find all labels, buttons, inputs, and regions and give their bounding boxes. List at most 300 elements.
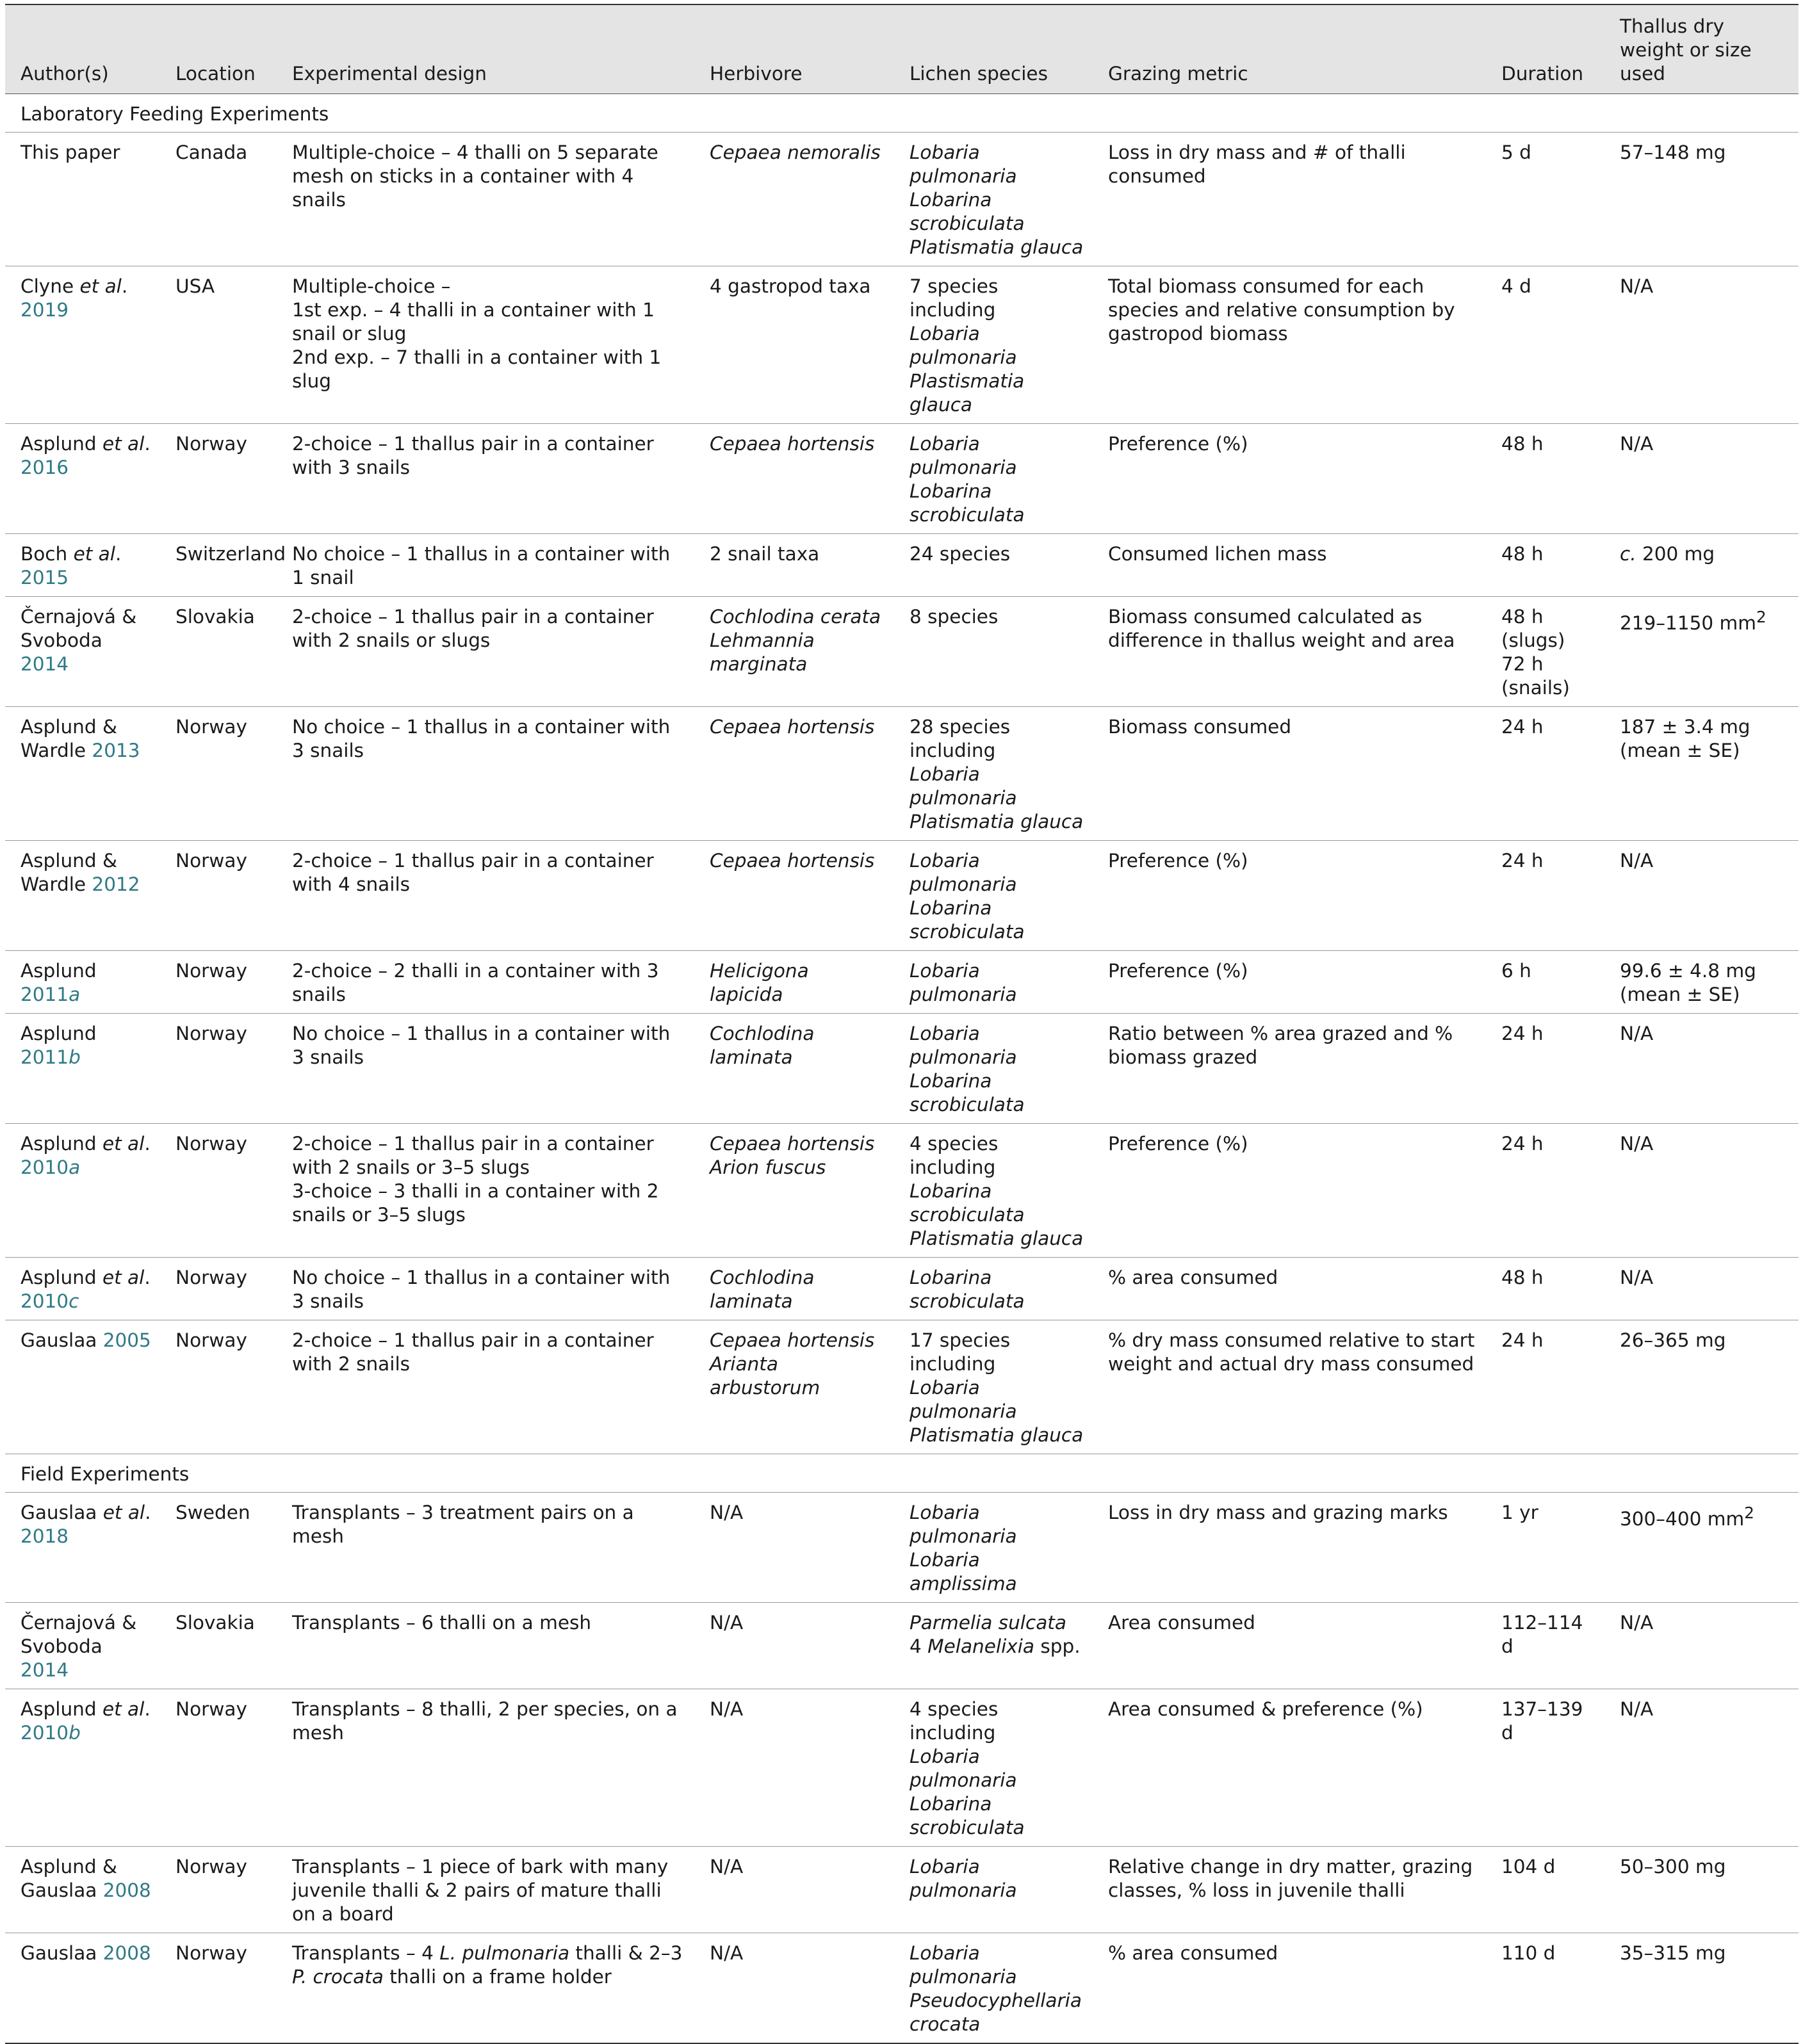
- duration-line: 4 d: [1501, 275, 1531, 297]
- herbivore-text: N/A: [710, 1942, 744, 1964]
- duration-line: 6 h: [1501, 960, 1531, 982]
- cell-size: [1604, 1320, 1799, 1454]
- author-text: et al: [79, 275, 122, 297]
- design-line: [292, 432, 688, 480]
- lichen-text: Lobarina scrobiculata: [910, 480, 1025, 526]
- cell-metric: Area consumed & preference (%): [1108, 1698, 1423, 1720]
- lichen-line: [910, 605, 1086, 629]
- lichen-text: Plastismatia glauca: [910, 370, 1025, 416]
- cell-size: [1604, 534, 1799, 597]
- author-text: Černajová & Svoboda: [20, 1612, 137, 1657]
- cell-herbivore: [694, 1124, 894, 1258]
- duration-line: 24 h: [1501, 1133, 1544, 1155]
- cell-herbivore: [694, 1847, 894, 1933]
- cell-size: [1604, 1603, 1799, 1689]
- reference-link[interactable]: 2011: [20, 984, 69, 1005]
- lichen-line: [910, 1266, 1086, 1313]
- reference-link[interactable]: 2014: [20, 1659, 69, 1681]
- lichen-text: Lobarina scrobiculata: [910, 189, 1025, 234]
- cell-lichen: [894, 841, 1093, 951]
- cell-duration: [1486, 1493, 1604, 1603]
- lichen-text: Platismatia glauca: [910, 1424, 1084, 1446]
- cell-location: Norway: [175, 1023, 247, 1044]
- duration-line: 112–114 d: [1501, 1612, 1583, 1657]
- cell-location: Sweden: [175, 1502, 250, 1523]
- cell-herbivore: [694, 707, 894, 841]
- size-text: 219–1150 mm: [1620, 612, 1756, 634]
- author-text: Asplund: [20, 1267, 102, 1288]
- duration-line: 137–139 d: [1501, 1698, 1583, 1744]
- herbivore-line: [710, 1352, 888, 1400]
- cell-herbivore: [694, 1933, 894, 2044]
- table-row: [5, 1603, 1799, 1689]
- reference-link[interactable]: 2012: [92, 873, 140, 895]
- cell-design: [277, 1689, 694, 1847]
- design-line: [292, 1329, 688, 1376]
- cell-size: [1604, 1014, 1799, 1124]
- design-text: 2-choice – 1 thallus pair in a container with 2 snails or slugs: [292, 606, 654, 651]
- cell-metric: Biomass consumed: [1108, 716, 1292, 738]
- design-line: [292, 605, 688, 653]
- cell-duration: [1486, 424, 1604, 534]
- reference-link[interactable]: 2010: [20, 1156, 69, 1178]
- cell-lichen: [894, 266, 1093, 424]
- cell-location: Norway: [175, 850, 247, 872]
- herbivore-line: [710, 1611, 888, 1635]
- lichen-text: Lobaria pulmonaria: [910, 1856, 1017, 1901]
- author-text: .: [145, 1502, 151, 1523]
- cell-location: Canada: [175, 142, 248, 163]
- design-text: 2-choice – 1 thallus pair in a container with 2 snails: [292, 1329, 654, 1375]
- reference-link[interactable]: 2011: [20, 1046, 69, 1068]
- herbivore-line: [710, 275, 888, 298]
- size-text: N/A: [1620, 275, 1654, 297]
- cell-lichen: [894, 1689, 1093, 1847]
- author-text: .: [144, 1698, 151, 1720]
- cell-lichen: [894, 1124, 1093, 1258]
- author-text: Asplund: [20, 960, 97, 982]
- cell-size: [1604, 1689, 1799, 1847]
- lichen-text: Lobarina scrobiculata: [910, 1267, 1025, 1312]
- cell-author: [5, 1124, 160, 1258]
- design-text: 2-choice – 2 thalli in a container with 3 snails: [292, 960, 659, 1005]
- cell-location: Slovakia: [175, 606, 255, 628]
- cell-author: [5, 266, 160, 424]
- cell-size: [1604, 1847, 1799, 1933]
- reference-link[interactable]: 2019: [20, 299, 69, 321]
- cell-location: Norway: [175, 1856, 247, 1878]
- design-line: [292, 1022, 688, 1069]
- lichen-text: spp.: [1034, 1635, 1081, 1657]
- author-text: Černajová & Svoboda: [20, 606, 137, 651]
- table-row: [5, 597, 1799, 707]
- table-row: [5, 1847, 1799, 1933]
- lichen-text: Platismatia glauca: [910, 236, 1084, 258]
- cell-size: [1604, 707, 1799, 841]
- author-text: Gauslaa: [20, 1942, 103, 1964]
- herbivore-line: [710, 1329, 888, 1352]
- author-text: This paper: [20, 142, 120, 163]
- author-text: .: [144, 1133, 151, 1155]
- cell-duration: [1486, 707, 1604, 841]
- design-line: [292, 715, 688, 763]
- lichen-line: [910, 275, 1086, 322]
- design-line: [292, 1501, 688, 1548]
- cell-author: [5, 424, 160, 534]
- herbivore-line: [710, 1022, 888, 1069]
- reference-link[interactable]: c: [69, 1290, 79, 1312]
- reference-link[interactable]: 2005: [102, 1329, 151, 1351]
- design-line: [292, 1942, 688, 1989]
- author-text: et al: [102, 1133, 145, 1155]
- size-text: 2: [1756, 608, 1766, 626]
- lichen-text: Lobaria pulmonaria: [910, 323, 1017, 368]
- size-text: N/A: [1620, 1612, 1654, 1634]
- author-text: Gauslaa: [20, 1329, 103, 1351]
- lichen-line: [910, 1069, 1086, 1117]
- cell-lichen: [894, 1603, 1093, 1689]
- design-text: Transplants – 3 treatment pairs on a mesh: [292, 1502, 634, 1547]
- author-text: .: [115, 543, 122, 565]
- reference-link[interactable]: 2008: [102, 1942, 151, 1964]
- lichen-line: [910, 1745, 1086, 1792]
- design-text: 1st exp. – 4 thalli in a container with 1 snail or slug: [292, 299, 655, 345]
- design-line: [292, 1855, 688, 1926]
- herbivore-text: N/A: [710, 1502, 744, 1523]
- cell-metric: Preference (%): [1108, 1133, 1248, 1155]
- header-row: [5, 4, 1799, 94]
- cell-design: [277, 841, 694, 951]
- author-text: Asplund: [20, 1698, 102, 1720]
- lichen-text: Melanelixia: [927, 1635, 1035, 1657]
- author-text: et al: [73, 543, 115, 565]
- size-text: 26–365 mg: [1620, 1329, 1726, 1351]
- herbivore-line: [710, 1266, 888, 1313]
- reference-link[interactable]: 2008: [102, 1879, 151, 1901]
- design-line: [292, 1132, 688, 1180]
- header-duration: Duration: [1501, 63, 1584, 85]
- cell-design: [277, 597, 694, 707]
- size-text: 57–148 mg: [1620, 142, 1726, 163]
- lichen-text: Lobarina scrobiculata: [910, 1793, 1025, 1838]
- lichen-text: Platismatia glauca: [910, 1228, 1084, 1249]
- herbivore-line: [710, 432, 888, 456]
- lichen-text: 28 species including: [910, 716, 1011, 761]
- author-text: .: [144, 433, 151, 455]
- lichen-text: Lobarina scrobiculata: [910, 897, 1025, 943]
- cell-lichen: [894, 534, 1093, 597]
- table-row: [5, 266, 1799, 424]
- cell-duration: [1486, 1933, 1604, 2044]
- lichen-text: Parmelia sulcata: [910, 1612, 1066, 1634]
- lichen-text: Lobaria pulmonaria: [910, 1942, 1017, 1988]
- lichen-line: [910, 1635, 1086, 1659]
- section-row: [5, 94, 1799, 133]
- design-text: Transplants – 1 piece of bark with many juvenile thalli & 2 pairs of mature thalli on a board: [292, 1856, 669, 1925]
- author-text: Boch: [20, 543, 74, 565]
- herbivore-text: Cepaea hortensis: [710, 850, 875, 872]
- lichen-line: [910, 1501, 1086, 1548]
- duration-line: 48 h: [1501, 543, 1544, 565]
- design-text: 2-choice – 1 thallus pair in a container with 3 snails: [292, 433, 654, 478]
- author-text: et al: [102, 1502, 145, 1523]
- lichen-text: Lobaria pulmonaria: [910, 1746, 1017, 1791]
- cell-author: [5, 951, 160, 1014]
- cell-design: [277, 951, 694, 1014]
- cell-design: [277, 133, 694, 266]
- lichen-text: Platismatia glauca: [910, 811, 1084, 832]
- cell-author: [5, 1014, 160, 1124]
- duration-line: 1 yr: [1501, 1502, 1538, 1523]
- cell-author: [5, 534, 160, 597]
- design-text: 2nd exp. – 7 thalli in a container with 1 slug: [292, 346, 662, 392]
- cell-author: [5, 1258, 160, 1320]
- lichen-text: Lobaria pulmonaria: [910, 850, 1017, 895]
- cell-lichen: [894, 707, 1093, 841]
- reference-link[interactable]: b: [69, 1722, 81, 1744]
- design-line: [292, 1266, 688, 1313]
- lichen-line: [910, 322, 1086, 369]
- cell-metric: Relative change in dry matter, grazing classes, % loss in juvenile thalli: [1108, 1856, 1473, 1901]
- lichen-text: Lobaria pulmonaria: [910, 1502, 1017, 1547]
- design-line: [292, 1180, 688, 1227]
- reference-link[interactable]: 2018: [20, 1525, 69, 1547]
- reference-link[interactable]: 2016: [20, 457, 69, 478]
- lichen-line: [910, 542, 1086, 566]
- cell-location: Norway: [175, 1942, 247, 1964]
- duration-line: 48 h: [1501, 433, 1544, 455]
- duration-line: 24 h: [1501, 716, 1544, 738]
- cell-herbivore: [694, 1689, 894, 1847]
- herbivore-text: Cepaea hortensis: [710, 433, 875, 455]
- cell-design: [277, 1493, 694, 1603]
- cell-design: [277, 1320, 694, 1454]
- lichen-line: [910, 1424, 1086, 1447]
- cell-duration: [1486, 1689, 1604, 1847]
- herbivore-text: N/A: [710, 1698, 744, 1720]
- design-text: L. pulmonaria: [439, 1942, 570, 1964]
- cell-metric: Consumed lichen mass: [1108, 543, 1327, 565]
- cell-design: [277, 1933, 694, 2044]
- design-line: [292, 1611, 688, 1635]
- cell-size: [1604, 1258, 1799, 1320]
- table-row: [5, 841, 1799, 951]
- cell-author: [5, 1320, 160, 1454]
- cell-metric: % area consumed: [1108, 1267, 1278, 1288]
- lichen-text: 4: [910, 1635, 928, 1657]
- lichen-line: [910, 369, 1086, 417]
- reference-link[interactable]: b: [69, 1046, 81, 1068]
- size-text: 2: [1744, 1504, 1754, 1522]
- design-line: [292, 346, 688, 393]
- size-text: 200 mg: [1636, 543, 1715, 565]
- cell-duration: [1486, 1847, 1604, 1933]
- table-row: [5, 534, 1799, 597]
- author-text: Asplund & Gauslaa: [20, 1856, 117, 1901]
- lichen-text: Lobaria pulmonaria: [910, 763, 1017, 809]
- cell-duration: [1486, 1603, 1604, 1689]
- reference-link[interactable]: 2015: [20, 567, 69, 588]
- header-design: Experimental design: [292, 63, 487, 85]
- herbivore-line: [710, 141, 888, 165]
- cell-herbivore: [694, 1603, 894, 1689]
- herbivore-line: [710, 849, 888, 873]
- design-line: [292, 959, 688, 1007]
- reference-link[interactable]: 2013: [92, 740, 140, 761]
- table-row: [5, 1258, 1799, 1320]
- cell-herbivore: [694, 424, 894, 534]
- cell-lichen: [894, 1258, 1093, 1320]
- herbivore-line: [710, 1156, 888, 1180]
- cell-lichen: [894, 1493, 1093, 1603]
- cell-herbivore: [694, 266, 894, 424]
- herbivore-line: [710, 542, 888, 566]
- cell-author: [5, 597, 160, 707]
- reference-link[interactable]: a: [69, 984, 81, 1005]
- lichen-text: Lobaria pulmonaria: [910, 142, 1017, 187]
- cell-size: [1604, 1124, 1799, 1258]
- cell-location: Norway: [175, 1267, 247, 1288]
- herbivore-text: 4 gastropod taxa: [710, 275, 871, 297]
- table-row: [5, 1320, 1799, 1454]
- size-text: 187 ± 3.4 mg (mean ± SE): [1620, 716, 1750, 761]
- cell-author: [5, 707, 160, 841]
- cell-size: [1604, 424, 1799, 534]
- cell-design: [277, 534, 694, 597]
- author-text: Clyne: [20, 275, 80, 297]
- design-line: [292, 141, 688, 212]
- lichen-text: 4 species including: [910, 1698, 999, 1744]
- table-row: [5, 1014, 1799, 1124]
- duration-line: 104 d: [1501, 1856, 1556, 1878]
- cell-duration: [1486, 1124, 1604, 1258]
- reference-link[interactable]: 2014: [20, 653, 69, 675]
- author-text: Asplund: [20, 1133, 102, 1155]
- lichen-line: [910, 810, 1086, 834]
- header-author: Author(s): [20, 63, 109, 85]
- cell-lichen: [894, 1933, 1093, 2044]
- cell-lichen: [894, 1014, 1093, 1124]
- size-text: 50–300 mg: [1620, 1856, 1726, 1878]
- cell-design: [277, 1603, 694, 1689]
- reference-link[interactable]: 2010: [20, 1722, 69, 1744]
- lichen-text: 4 species including: [910, 1133, 999, 1178]
- cell-herbivore: [694, 133, 894, 266]
- cell-duration: [1486, 266, 1604, 424]
- header-herbivore: Herbivore: [710, 63, 803, 85]
- table-row: [5, 133, 1799, 266]
- cell-metric: Area consumed: [1108, 1612, 1255, 1634]
- herbivore-line: [710, 715, 888, 739]
- design-text: No choice – 1 thallus in a container with 3 snails: [292, 1023, 671, 1068]
- herbivore-line: [710, 1132, 888, 1156]
- cell-metric: Preference (%): [1108, 433, 1248, 455]
- cell-design: [277, 266, 694, 424]
- duration-line: 24 h: [1501, 850, 1544, 872]
- herbivore-line: [710, 629, 888, 676]
- size-text: 35–315 mg: [1620, 1942, 1726, 1964]
- cell-location: Slovakia: [175, 1612, 255, 1634]
- cell-location: Norway: [175, 1133, 247, 1155]
- lichen-text: 17 species including: [910, 1329, 1011, 1375]
- section-title: Field Experiments: [20, 1463, 190, 1485]
- lichen-line: [910, 432, 1086, 480]
- cell-duration: [1486, 841, 1604, 951]
- cell-author: [5, 1689, 160, 1847]
- cell-metric: Ratio between % area grazed and % biomass grazed: [1108, 1023, 1453, 1068]
- duration-line: 24 h: [1501, 1023, 1544, 1044]
- herbivore-text: N/A: [710, 1856, 744, 1878]
- cell-size: [1604, 841, 1799, 951]
- cell-location: Norway: [175, 1698, 247, 1720]
- herbivore-line: [710, 1698, 888, 1721]
- lichen-line: [910, 1611, 1086, 1635]
- cell-herbivore: [694, 534, 894, 597]
- cell-size: [1604, 1493, 1799, 1603]
- lichen-line: [910, 896, 1086, 944]
- cell-author: [5, 1493, 160, 1603]
- herbivore-line: [710, 605, 888, 629]
- duration-line: 110 d: [1501, 1942, 1556, 1964]
- cell-herbivore: [694, 1493, 894, 1603]
- lichen-line: [910, 188, 1086, 236]
- author-text: et al: [102, 433, 145, 455]
- design-line: [292, 1698, 688, 1745]
- herbivore-text: N/A: [710, 1612, 744, 1634]
- cell-metric: Loss in dry mass and # of thalli consumed: [1108, 142, 1406, 187]
- herbivore-text: Cepaea hortensis: [710, 716, 875, 738]
- cell-location: Norway: [175, 716, 247, 738]
- herbivore-text: Cochlodina laminata: [710, 1023, 815, 1068]
- lichen-line: [910, 1376, 1086, 1424]
- size-text: 99.6 ± 4.8 mg (mean ± SE): [1620, 960, 1756, 1005]
- duration-line: 5 d: [1501, 142, 1531, 163]
- herbivore-line: [710, 1501, 888, 1525]
- cell-design: [277, 707, 694, 841]
- herbivore-text: Cepaea nemoralis: [710, 142, 881, 163]
- cell-duration: [1486, 597, 1604, 707]
- reference-link[interactable]: 2010: [20, 1290, 69, 1312]
- cell-size: [1604, 1933, 1799, 2044]
- cell-design: [277, 1124, 694, 1258]
- author-text: Gauslaa: [20, 1502, 103, 1523]
- herbivore-text: Helicigona lapicida: [710, 960, 809, 1005]
- design-text: Transplants – 4: [292, 1942, 440, 1964]
- cell-design: [277, 1014, 694, 1124]
- cell-duration: [1486, 534, 1604, 597]
- design-text: Multiple-choice – 4 thalli on 5 separate mesh on sticks in a container with 4 snails: [292, 142, 658, 211]
- design-text: thalli & 2–3: [569, 1942, 683, 1964]
- cell-author: [5, 841, 160, 951]
- lichen-text: Lobarina scrobiculata: [910, 1180, 1025, 1226]
- cell-metric: Total biomass consumed for each species and relative consumption by gastropod biomass: [1108, 275, 1455, 345]
- reference-link[interactable]: a: [69, 1156, 81, 1178]
- lichen-line: [910, 1022, 1086, 1069]
- cell-author: [5, 133, 160, 266]
- design-text: Transplants – 6 thalli on a mesh: [292, 1612, 592, 1634]
- lichen-line: [910, 1942, 1086, 1989]
- author-text: Asplund & Wardle: [20, 716, 117, 761]
- design-line: [292, 542, 688, 590]
- author-text: Asplund & Wardle: [20, 850, 117, 895]
- design-text: No choice – 1 thallus in a container with 3 snails: [292, 1267, 671, 1312]
- duration-line: 48 h (slugs): [1501, 606, 1565, 651]
- herbivore-text: 2 snail taxa: [710, 543, 820, 565]
- cell-herbivore: [694, 1320, 894, 1454]
- herbivore-text: Cepaea hortensis: [710, 1329, 875, 1351]
- design-text: 3-choice – 3 thalli in a container with 2 snails or 3–5 slugs: [292, 1180, 659, 1226]
- cell-size: [1604, 597, 1799, 707]
